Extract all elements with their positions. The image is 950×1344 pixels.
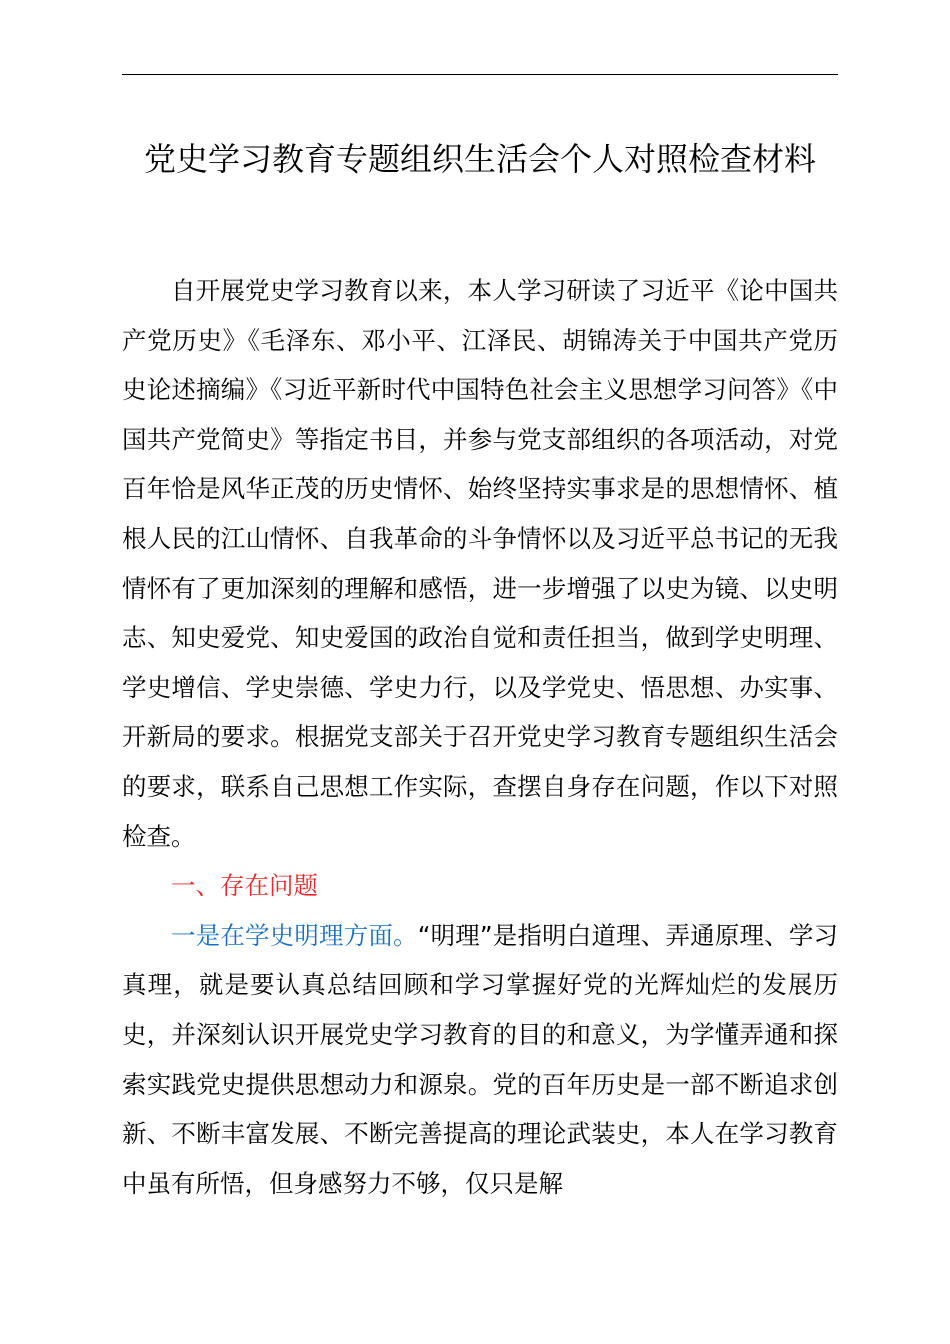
subsection-lead: 一是在学史明理方面。: [171, 920, 418, 950]
header-rule: [122, 74, 838, 75]
intro-paragraph: 自开展党史学习教育以来，本人学习研读了习近平《论中国共产党历史》《毛泽东、邓小平、江泽民、胡锦涛关于中国共产党历史论述摘编》《习近平新时代中国特色社会主义思想学习问答》《中国共产党简史》等指定书目，并参与党支部组织的各项活动，对党百年恰是风华正茂的历史情怀、始终坚持实事求是的思想情怀、植根人民的江山情怀、自我革命的斗争情怀以及习近平总书记的无我情怀有了更加深刻的理解和感悟，进一步增强了以史为镜、以史明志、知史爱党、知史爱国的政治自觉和责任担当，做到学史明理、学史增信、学史崇德、学史力行，以及学党史、悟思想、办实事、开新局的要求。根据党支部关于召开党史学习教育专题组织生活会的要求，联系自己思想工作实际，查摆自身存在问题，作以下对照检查。: [122, 276, 838, 851]
document-title: 党史学习教育专题组织生活会个人对照检查材料: [143, 140, 816, 178]
document-body: [122, 266, 838, 1208]
section-heading: 一、存在问题: [171, 871, 318, 901]
subsection-paragraph: [122, 911, 838, 1209]
subsection-text: “明理”是指明白道理、弄通原理、学习真理，就是要认真总结回顾和学习掌握好党的光辉灿烂的发展历史，并深刻认识开展党史学习教育的目的和意义，为学懂弄通和探索实践党史提供思想动力和源泉。党的百年历史是一部不断追求创新、不断丰富发展、不断完善提高的理论武装史，本人在学习教育中虽有所悟，但身感努力不够，仅只是解: [122, 920, 839, 1198]
